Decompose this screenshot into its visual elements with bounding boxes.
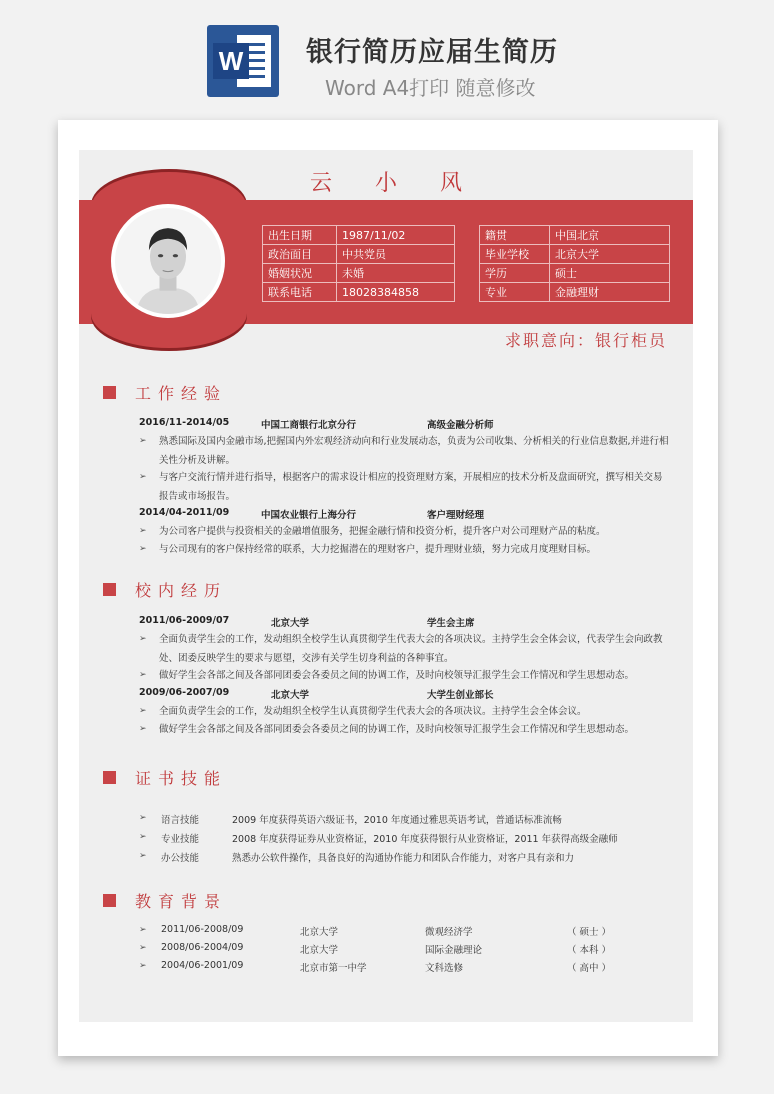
entry-item: 与公司现有的客户保持经常的联系，大力挖掘潜在的理财客户，提升理财业绩，努力完成月度理财目标。 [159, 544, 597, 555]
bullet-icon: ➢ [139, 706, 147, 716]
avatar-photo [115, 208, 221, 314]
info-row [480, 226, 670, 245]
entry-item: 全面负责学生会的工作，发动组织全校学生认真贯彻学生代表大会的各项决议。主持学生会全体会议。 [159, 706, 587, 717]
entry-date: 2014/04-2011/09 [139, 507, 230, 518]
bullet-icon: ➢ [139, 925, 147, 935]
info-row [480, 264, 670, 283]
bullet-icon: ➢ [139, 436, 147, 446]
info-label: 联系电话 [263, 283, 337, 302]
info-row [263, 226, 455, 245]
info-value: 中共党员 [337, 245, 455, 264]
edu-date: 2011/06-2008/09 [161, 924, 244, 935]
info-label: 婚姻状况 [263, 264, 337, 283]
section-marker [103, 583, 116, 596]
page-title: 银行简历应届生简历 [306, 37, 558, 68]
edu-major: 文科选修 [425, 963, 464, 974]
bullet-icon: ➢ [139, 544, 147, 554]
word-icon-letter: W [213, 43, 249, 79]
section-title: 教育背景 [135, 892, 228, 911]
info-value: 硕士 [550, 264, 670, 283]
personal-info-left [262, 225, 455, 302]
section-marker [103, 894, 116, 907]
edu-school: 北京大学 [300, 927, 339, 938]
bullet-icon: ➢ [139, 472, 147, 482]
skill-label: 办公技能 [161, 853, 200, 864]
edu-degree: （ 本科 ） [567, 945, 612, 956]
bullet-icon: ➢ [139, 813, 147, 823]
info-value: 1987/11/02 [337, 226, 455, 245]
page-subtitle: Word A4打印 随意修改 [325, 76, 536, 100]
entry-date: 2011/06-2009/07 [139, 615, 230, 626]
info-label: 籍贯 [480, 226, 550, 245]
entry-item: 做好学生会各部之间及各部同团委会各委员之间的协调工作，及时向校领导汇报学生会工作情况和学生思想动态。 [159, 670, 635, 681]
entry-role: 大学生创业部长 [427, 690, 494, 701]
info-value: 金融理财 [550, 283, 670, 302]
skill-value: 熟悉办公软件操作，具备良好的沟通协作能力和团队合作能力，对客户具有亲和力 [232, 853, 575, 864]
edu-degree: （ 硕士 ） [567, 927, 612, 938]
section-marker [103, 386, 116, 399]
job-intention: 求职意向：银行柜员 [504, 331, 667, 350]
edu-school: 北京大学 [300, 945, 339, 956]
entry-item: 做好学生会各部之间及各部同团委会各委员之间的协调工作，及时向校领导汇报学生会工作情况和学生思想动态。 [159, 724, 635, 735]
personal-info-right [479, 225, 670, 302]
edu-date: 2004/06-2001/09 [161, 960, 244, 971]
entry-org: 中国农业银行上海分行 [261, 510, 357, 521]
info-value: 18028384858 [337, 283, 455, 302]
bullet-icon: ➢ [139, 851, 147, 861]
resume-name: 云 小 风 [310, 171, 480, 196]
section-title: 证书技能 [135, 769, 228, 788]
bullet-icon: ➢ [139, 526, 147, 536]
edu-degree: （ 高中 ） [567, 963, 612, 974]
info-label: 学历 [480, 264, 550, 283]
entry-role: 学生会主席 [427, 618, 475, 629]
edu-major: 微观经济学 [425, 927, 473, 938]
entry-item: 熟悉国际及国内金融市场,把握国内外宏观经济动向和行业发展动态，负责为公司收集、分析相关的行业信息数据,并进行相关性分析及讲解。 [159, 436, 669, 466]
entry-date: 2009/06-2007/09 [139, 687, 230, 698]
edu-school: 北京市第一中学 [300, 963, 367, 974]
section-title: 工作经验 [135, 384, 228, 403]
entry-date: 2016/11-2014/05 [139, 417, 230, 428]
entry-role: 高级金融分析师 [427, 420, 494, 431]
entry-item: 全面负责学生会的工作，发动组织全校学生认真贯彻学生代表大会的各项决议。主持学生会全体会议，代表学生会向政教处、团委反映学生的要求与愿望，交涉有关学生切身利益的各种事宜。 [159, 634, 663, 664]
info-row [480, 245, 670, 264]
bullet-icon: ➢ [139, 670, 147, 680]
bullet-icon: ➢ [139, 832, 147, 842]
entry-org: 北京大学 [271, 690, 310, 701]
bullet-icon: ➢ [139, 634, 147, 644]
avatar [111, 204, 225, 318]
bullet-icon: ➢ [139, 724, 147, 734]
resume-content [79, 150, 693, 1022]
info-value: 北京大学 [550, 245, 670, 264]
bullet-icon: ➢ [139, 943, 147, 953]
entry-item: 与客户交流行情并进行指导，根据客户的需求设计相应的投资理财方案，开展相应的技术分析及盘面研究，撰写相关交易报告或市场报告。 [159, 472, 663, 502]
skill-value: 2009 年度获得英语六级证书，2010 年度通过雅思英语考试，普通话标准流畅 [232, 815, 562, 826]
entry-role: 客户理财经理 [427, 510, 485, 521]
info-row [263, 264, 455, 283]
entry-org: 中国工商银行北京分行 [261, 420, 357, 431]
info-label: 毕业学校 [480, 245, 550, 264]
bullet-icon: ➢ [139, 961, 147, 971]
info-row [480, 283, 670, 302]
info-value: 中国北京 [550, 226, 670, 245]
resume-paper [58, 120, 718, 1056]
section-title: 校内经历 [135, 581, 228, 600]
skill-label: 专业技能 [161, 834, 200, 845]
skill-value: 2008 年度获得证券从业资格证，2010 年度获得银行从业资格证，2011 年获得高级金融师 [232, 834, 618, 845]
info-label: 政治面目 [263, 245, 337, 264]
entry-org: 北京大学 [271, 618, 310, 629]
section-marker [103, 771, 116, 784]
document-header [0, 0, 774, 110]
info-row [263, 283, 455, 302]
edu-major: 国际金融理论 [425, 945, 483, 956]
info-value: 未婚 [337, 264, 455, 283]
info-label: 出生日期 [263, 226, 337, 245]
edu-date: 2008/06-2004/09 [161, 942, 244, 953]
word-icon [207, 25, 279, 97]
info-label: 专业 [480, 283, 550, 302]
skill-label: 语言技能 [161, 815, 200, 826]
info-row [263, 245, 455, 264]
entry-item: 为公司客户提供与投资相关的金融增值服务，把握金融行情和投资分析，提升客户对公司理财产品的粘度。 [159, 526, 606, 537]
